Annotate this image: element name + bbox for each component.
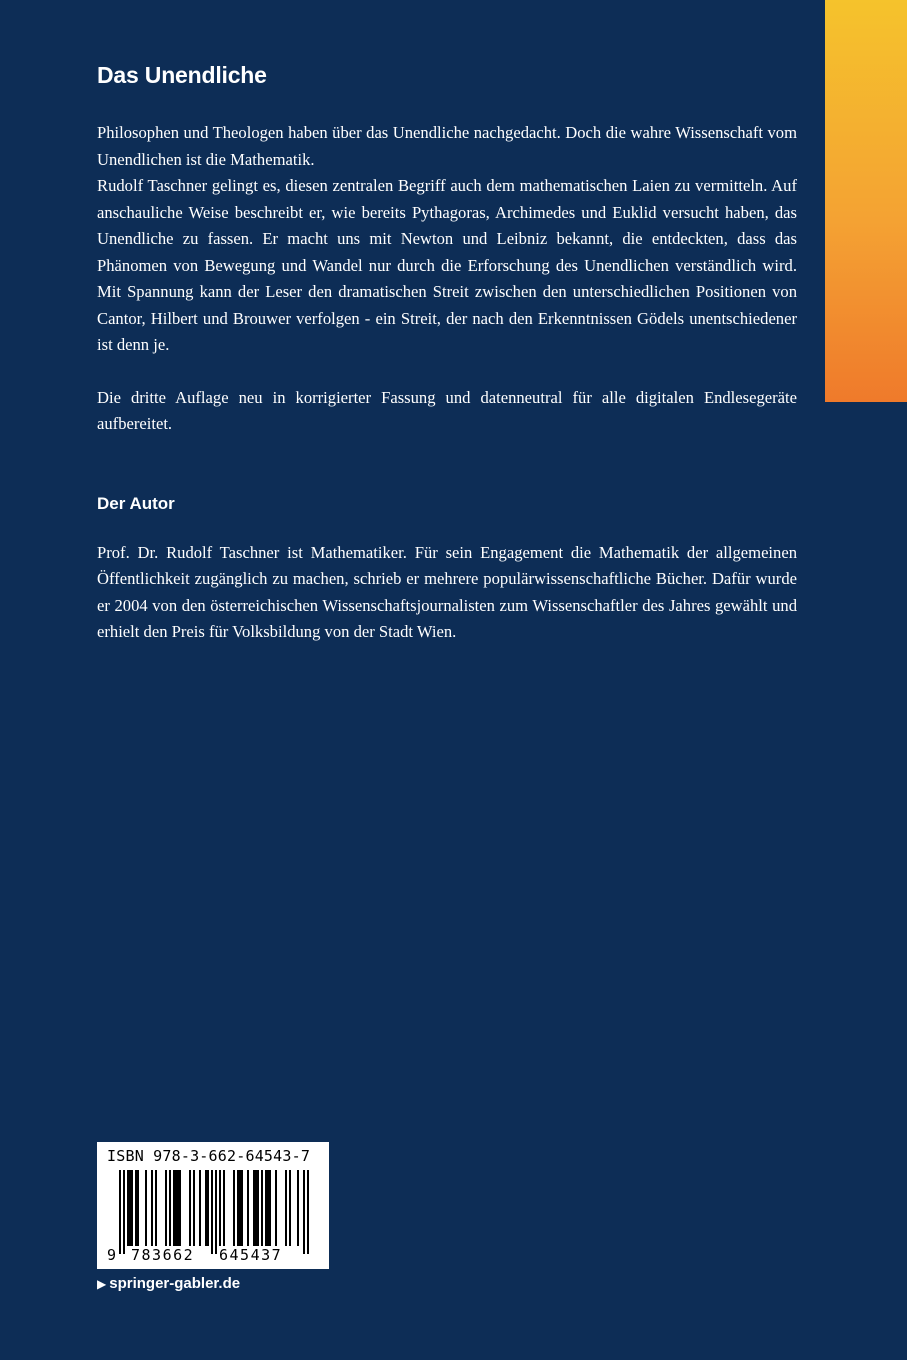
publisher-link[interactable] — [97, 1275, 240, 1292]
barcode-bar — [239, 1170, 241, 1246]
barcode-bar — [155, 1170, 157, 1246]
barcode-bar — [119, 1170, 121, 1254]
isbn-label: ISBN 978-3-662-64543-7 — [107, 1147, 311, 1165]
barcode-bar — [145, 1170, 147, 1246]
back-cover-text — [97, 62, 797, 646]
barcode-bar — [265, 1170, 267, 1246]
barcode-bar — [223, 1170, 225, 1246]
description-paragraph-1: Philosophen und Theologen haben über das Unendliche nachgedacht. Doch die wahre Wissenschaft vom Unendlichen ist die Mathematik. — [97, 123, 797, 169]
author-heading: Der Autor — [97, 493, 175, 513]
barcode-bar — [177, 1170, 179, 1246]
barcode-bar — [205, 1170, 207, 1246]
barcode-bar — [135, 1170, 137, 1246]
edition-note: Die dritte Auflage neu in korrigierter Fassung und datenneutral für alle digitalen Endlesegeräte aufbereitet. — [97, 387, 797, 433]
barcode-bar — [275, 1170, 277, 1246]
barcode-bar — [257, 1170, 259, 1246]
barcode-bar — [193, 1170, 195, 1246]
barcode-bar — [307, 1170, 309, 1254]
barcode-bar — [207, 1170, 209, 1246]
barcode-bar — [241, 1170, 243, 1246]
ean-first-digit: 9 — [107, 1246, 117, 1264]
barcode-bar — [127, 1170, 129, 1246]
barcode-bar — [303, 1170, 305, 1254]
barcode-bar — [261, 1170, 263, 1246]
description-paragraph-2: Rudolf Taschner gelingt es, diesen zentralen Begriff auch dem mathematischen Laien zu vermitteln. Auf anschauliche Weise beschreibt er, wie bereits Pythagoras, Archimedes und Euklid versucht haben, das Unendliche zu fassen. Er macht uns mit Newton und Leibniz bekannt, die entdeckten, dass das Phänomen von Bewegung und Wandel nur durch die Erforschung des Unendlichen verständlich wird. Mit Spannung kann der Leser den dramatischen Streit zwischen den unterschiedlichen Positionen von Cantor, Hilbert und Brouwer verfolgen - ein Streit, der nach den Erkenntnissen Gödels unentschiedener ist denn je. — [97, 176, 797, 354]
barcode-bar — [253, 1170, 255, 1246]
barcode-bar — [123, 1170, 125, 1254]
barcode-bar — [255, 1170, 257, 1246]
barcode-bar — [169, 1170, 171, 1246]
barcode-bar — [211, 1170, 213, 1254]
barcode-bar — [199, 1170, 201, 1246]
barcode-bar — [151, 1170, 153, 1246]
barcode-bar — [173, 1170, 175, 1246]
barcode-bar — [269, 1170, 271, 1246]
barcode-bar — [189, 1170, 191, 1246]
barcode-bar — [247, 1170, 249, 1246]
book-title: Das Unendliche — [97, 62, 267, 88]
play-arrow-icon: ▶ — [97, 1277, 107, 1291]
ean-left-digits: 783662 — [131, 1246, 195, 1264]
barcode-bar — [267, 1170, 269, 1246]
accent-bar — [825, 0, 907, 402]
ean-right-digits: 645437 — [219, 1246, 283, 1264]
barcode-bar — [297, 1170, 299, 1246]
barcode-bar — [131, 1170, 133, 1246]
isbn-barcode — [97, 1142, 329, 1269]
barcode-bar — [285, 1170, 287, 1246]
barcode-bar — [237, 1170, 239, 1246]
barcode-bar — [165, 1170, 167, 1246]
barcode-bar — [233, 1170, 235, 1246]
barcode-bar — [219, 1170, 221, 1246]
barcode-bar — [215, 1170, 217, 1254]
barcode-bar — [179, 1170, 181, 1246]
barcode-bar — [137, 1170, 139, 1246]
barcode-bar — [129, 1170, 131, 1246]
author-bio: Prof. Dr. Rudolf Taschner ist Mathematiker. Für sein Engagement die Mathematik der allgemeinen Öffentlichkeit zugänglich zu machen, schrieb er mehrere populärwissenschaftliche Bücher. Dafür wurde er 2004 von den österreichischen Wissenschaftsjournalisten zum Wissenschaftler des Jahres gewählt und erhielt den Preis für Volksbildung von der Stadt Wien. — [97, 542, 797, 641]
barcode-bar — [175, 1170, 177, 1246]
barcode-bar — [289, 1170, 291, 1246]
publisher-url: springer-gabler.de — [109, 1275, 241, 1292]
